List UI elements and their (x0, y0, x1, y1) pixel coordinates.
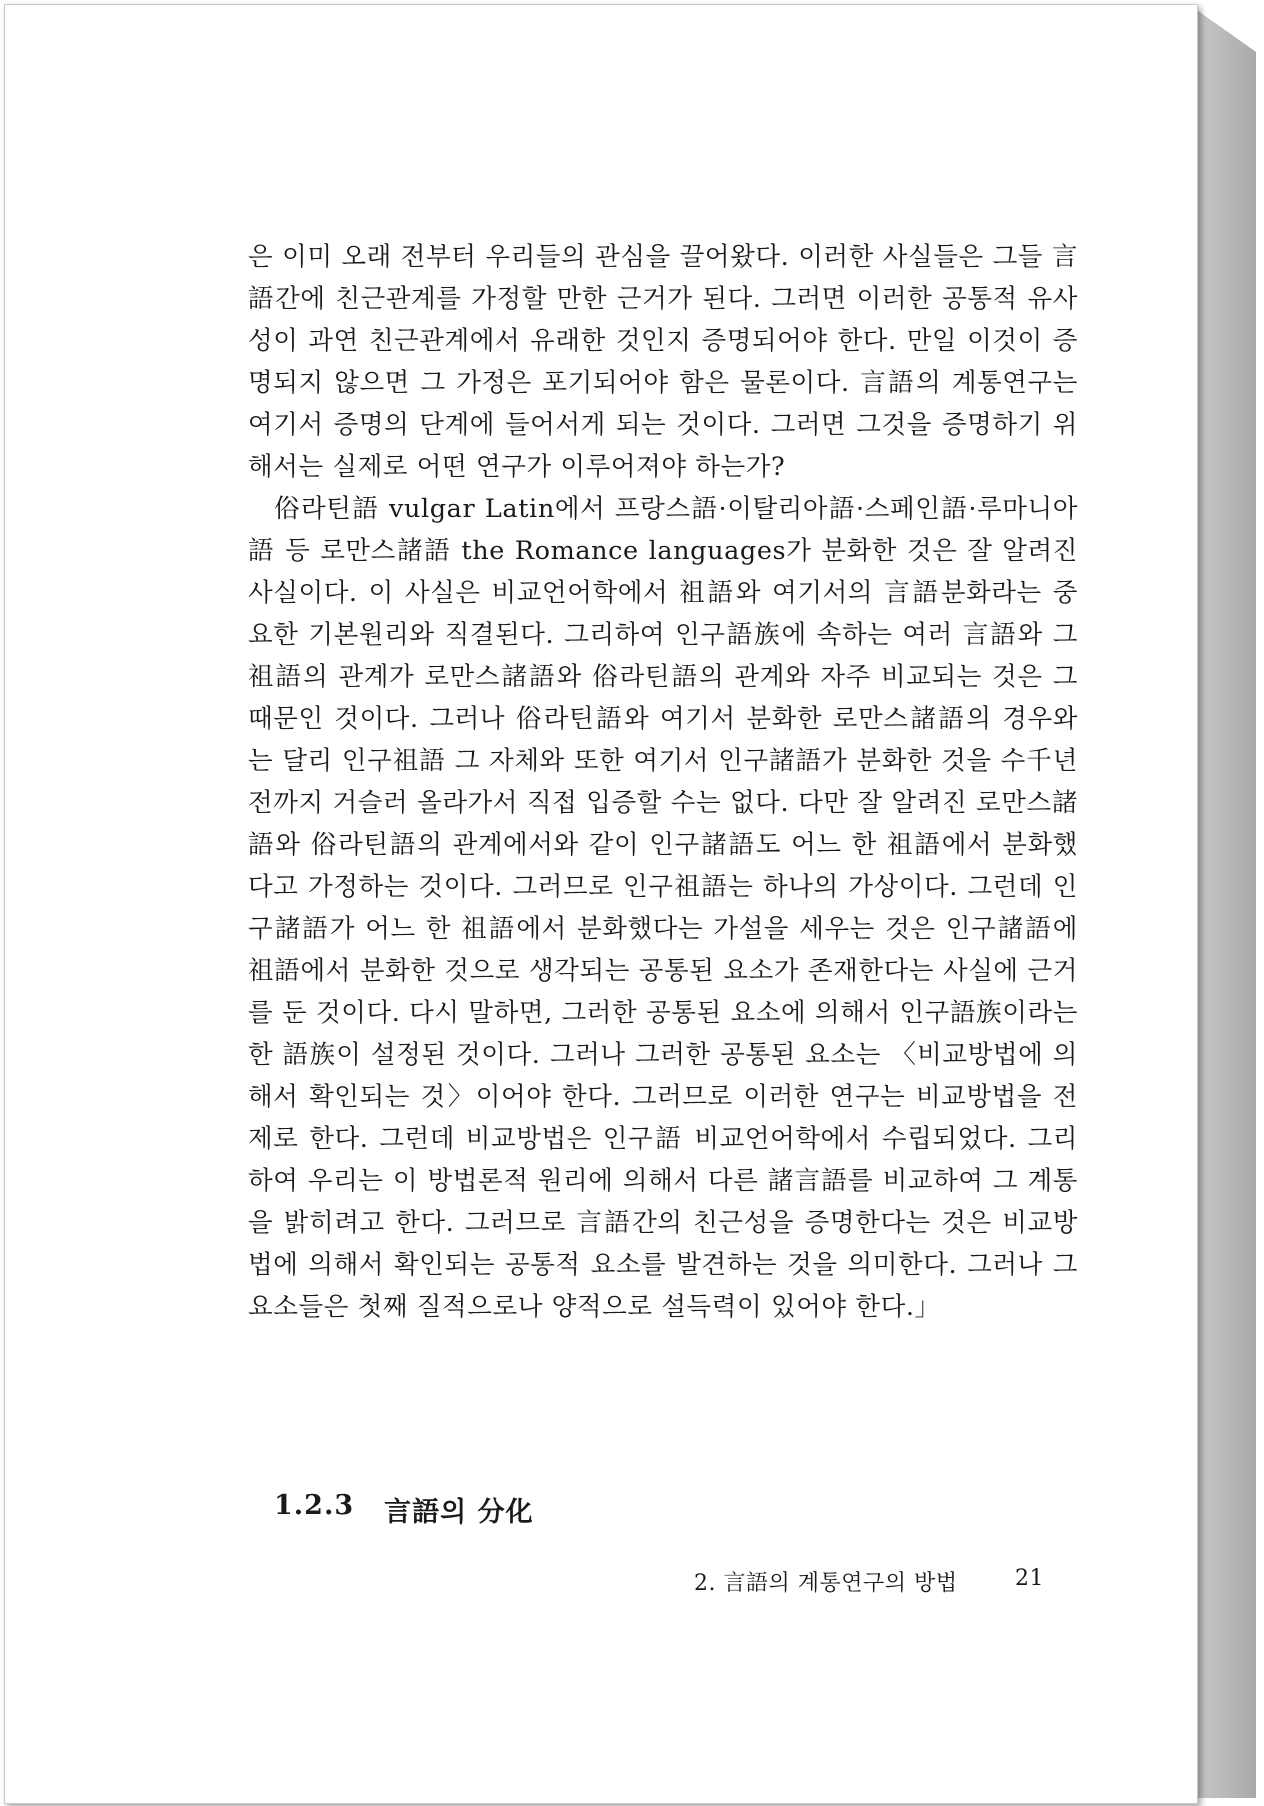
paragraph-2: 俗라틴語 vulgar Latin에서 프랑스語·이탈리아語·스페인語·루마니아語 등 로만스諸語 the Romance languages가 분화한 것은 잘 알려진 사실이다. 이 사실은 비교언어학에서 祖語와 여기서의 言語분화라는 중요한 기본원리와 직결된다. 그리하여 인구語族에 속하는 여러 言語와 그 祖語의 관계가 로만스諸語와 俗라틴語의 관계와 자주 비교되는 것은 그 때문인 것이다. 그러나 俗라틴語와 여기서 분화한 로만스諸語의 경우와는 달리 인구祖語 그 자체와 또한 여기서 인구諸語가 분화한 것을 수千년 전까지 거슬러 올라가서 직접 입증할 수는 없다. 다만 잘 알려진 로만스諸語와 俗라틴語의 관계에서와 같이 인구諸語도 어느 한 祖語에서 분화했다고 가정하는 것이다. 그러므로 인구祖語는 하나의 가상이다. 그런데 인구諸語가 어느 한 祖語에서 분화했다는 가설을 세우는 것은 인구諸語에 祖語에서 분화한 것으로 생각되는 공통된 요소가 존재한다는 사실에 근거를 둔 것이다. 다시 말하면, 그러한 공통된 요소에 의해서 인구語族이라는 한 語族이 설정된 것이다. 그러나 그러한 공통된 요소는 〈비교방법에 의해서 확인되는 것〉이어야 한다. 그러므로 이러한 연구는 비교방법을 전제로 한다. 그런데 비교방법은 인구語 비교언어학에서 수립되었다. 그리하여 우리는 이 방법론적 원리에 의해서 다른 諸言語를 비교하여 그 계통을 밝히려고 한다. 그러므로 言語간의 친근성을 증명한다는 것은 비교방법에 의해서 확인되는 공통적 요소를 발견하는 것을 의미한다. 그러나 그 요소들은 첫째 질적으로나 양적으로 설득력이 있어야 한다.」 (248, 494, 1078, 1322)
page-number: 21 (1015, 1566, 1044, 1591)
running-footer (694, 1566, 1044, 1597)
body-text (248, 236, 1078, 1328)
book-page (6, 6, 1194, 1800)
book-side-edge (1194, 8, 1256, 1798)
running-title: 2. 言語의 계통연구의 방법 (694, 1571, 958, 1596)
paragraph-1: 은 이미 오래 전부터 우리들의 관심을 끌어왔다. 이러한 사실들은 그들 言語간에 친근관계를 가정할 만한 근거가 된다. 그러면 이러한 공통적 유사성이 과연 친근관계에서 유래한 것인지 증명되어야 한다. 만일 이것이 증명되지 않으면 그 가정은 포기되어야 함은 물론이다. 言語의 계통연구는 여기서 증명의 단계에 들어서게 되는 것이다. 그러면 그것을 증명하기 위해서는 실제로 어떤 연구가 이루어져야 하는가? (248, 242, 1078, 482)
section-heading (274, 1490, 534, 1529)
section-number: 1.2.3 (274, 1490, 355, 1521)
section-title: 言語의 分化 (384, 1497, 534, 1528)
